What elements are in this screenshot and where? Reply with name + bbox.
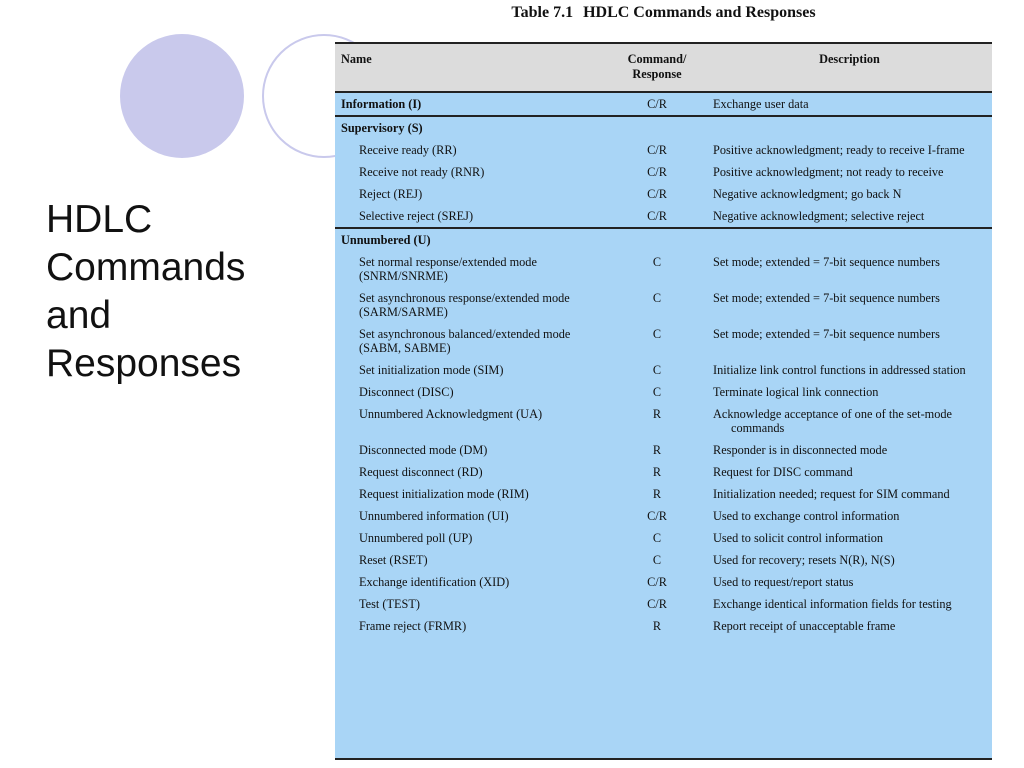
cell-description xyxy=(707,483,992,505)
table-row xyxy=(335,439,992,461)
cell-command-response: C xyxy=(652,327,662,341)
cell-description xyxy=(707,439,992,461)
slide-title-line: Responses xyxy=(46,342,242,385)
table-caption xyxy=(335,4,992,22)
header-description: Description xyxy=(819,52,880,66)
cell-description xyxy=(707,359,992,381)
cell-description xyxy=(707,139,992,161)
cell-name: Request disconnect (RD) xyxy=(359,465,483,479)
description-text: Responder is in disconnected mode xyxy=(713,443,888,457)
cell-command-response: C xyxy=(652,363,662,377)
cell-command-response: C/R xyxy=(647,143,667,157)
description-text: Used to request/report status xyxy=(713,575,854,589)
table-row xyxy=(335,359,992,381)
cell-name: Unnumbered poll (UP) xyxy=(359,531,473,545)
cell-name: Request initialization mode (RIM) xyxy=(359,487,529,501)
cell-description xyxy=(707,381,992,403)
description-text: Set mode; extended = 7-bit sequence numbers xyxy=(713,291,940,305)
table-row xyxy=(335,228,992,251)
cell-description xyxy=(707,161,992,183)
description-text: Used to exchange control information xyxy=(713,509,900,523)
description-text: Used to solicit control information xyxy=(713,531,884,545)
cell-command-response: R xyxy=(652,465,662,479)
table-row xyxy=(335,92,992,116)
description-text: Report receipt of unacceptable frame xyxy=(713,619,896,633)
cell-command-response: R xyxy=(652,407,662,421)
table-row xyxy=(335,615,992,637)
description-text: Set mode; extended = 7-bit sequence numbers xyxy=(713,255,940,269)
table-row xyxy=(335,287,992,323)
commands-table xyxy=(335,44,992,637)
cell-name: Supervisory (S) xyxy=(335,116,607,139)
description-text: Positive acknowledgment; ready to receive I-frame xyxy=(713,143,965,157)
cell-command-response: R xyxy=(652,619,662,633)
table-row xyxy=(335,505,992,527)
table-row xyxy=(335,139,992,161)
table-caption-text: HDLC Commands and Responses xyxy=(583,4,816,21)
header-command-response: Command/ Response xyxy=(627,52,687,81)
table-row xyxy=(335,323,992,359)
table-row xyxy=(335,403,992,439)
cell-name: Disconnected mode (DM) xyxy=(359,443,488,457)
cell-command-response: C xyxy=(652,255,662,269)
cell-command-response: C/R xyxy=(647,97,667,111)
cell-name: Information (I) xyxy=(341,97,422,111)
commands-table-container xyxy=(335,42,992,760)
description-text: Initialization needed; request for SIM command xyxy=(713,487,950,501)
cell-description xyxy=(707,323,992,359)
cell-command-response: C/R xyxy=(647,575,667,589)
cell-name: Reject (REJ) xyxy=(359,187,423,201)
cell-description xyxy=(707,251,992,287)
header-name: Name xyxy=(341,52,372,66)
description-text: Used for recovery; resets N(R), N(S) xyxy=(713,553,895,567)
cell-name: Set normal response/extended mode (SNRM/SNRME) xyxy=(359,255,537,283)
cell-description xyxy=(707,228,992,251)
description-text: Terminate logical link connection xyxy=(713,385,879,399)
cell-name: Receive not ready (RNR) xyxy=(359,165,485,179)
cell-name: Set asynchronous balanced/extended mode (SABM, SABME) xyxy=(359,327,571,355)
cell-command-response: R xyxy=(652,443,662,457)
cell-command-response: C xyxy=(652,385,662,399)
description-text: Exchange user data xyxy=(713,97,809,111)
table-row xyxy=(335,593,992,615)
slide-title-line: Commands xyxy=(46,246,246,289)
description-text: Exchange identical information fields for testing xyxy=(713,597,952,611)
cell-name: Frame reject (FRMR) xyxy=(359,619,467,633)
table-row xyxy=(335,571,992,593)
cell-command-response xyxy=(607,228,707,251)
table-row xyxy=(335,205,992,228)
decorative-filled-circle xyxy=(120,34,244,158)
table-row xyxy=(335,549,992,571)
cell-name: Selective reject (SREJ) xyxy=(359,209,474,223)
cell-command-response: C xyxy=(652,291,662,305)
cell-command-response: C/R xyxy=(647,165,667,179)
table-caption-number: Table 7.1 xyxy=(511,4,574,21)
table-row xyxy=(335,381,992,403)
cell-description xyxy=(707,615,992,637)
table-body xyxy=(335,92,992,637)
table-row xyxy=(335,183,992,205)
description-text: Request for DISC command xyxy=(713,465,853,479)
description-text: Set mode; extended = 7-bit sequence numbers xyxy=(713,327,940,341)
table-row xyxy=(335,116,992,139)
cell-description xyxy=(707,461,992,483)
cell-command-response: C/R xyxy=(647,187,667,201)
cell-description xyxy=(707,549,992,571)
cell-command-response xyxy=(607,116,707,139)
table-header xyxy=(335,44,992,92)
cell-name: Unnumbered Acknowledgment (UA) xyxy=(359,407,543,421)
description-text: Positive acknowledgment; not ready to receive xyxy=(713,165,944,179)
cell-description xyxy=(707,571,992,593)
cell-command-response: R xyxy=(652,487,662,501)
cell-description xyxy=(707,593,992,615)
table-row xyxy=(335,527,992,549)
table-header-row xyxy=(335,44,992,92)
cell-description xyxy=(707,527,992,549)
description-text: Negative acknowledgment; selective reject xyxy=(713,209,925,223)
cell-command-response: C xyxy=(652,553,662,567)
table-row xyxy=(335,461,992,483)
cell-name: Set asynchronous response/extended mode (SARM/SARME) xyxy=(359,291,570,319)
cell-description xyxy=(707,505,992,527)
cell-name: Receive ready (RR) xyxy=(359,143,457,157)
cell-name: Set initialization mode (SIM) xyxy=(359,363,504,377)
slide-title xyxy=(46,196,286,388)
cell-name: Reset (RSET) xyxy=(359,553,428,567)
cell-description xyxy=(707,205,992,228)
cell-description xyxy=(707,403,992,439)
description-text: Negative acknowledgment; go back N xyxy=(713,187,902,201)
cell-description xyxy=(707,116,992,139)
description-text: Initialize link control functions in addressed station xyxy=(713,363,966,377)
table-row xyxy=(335,483,992,505)
slide-title-line: HDLC xyxy=(46,198,153,241)
cell-description xyxy=(707,92,992,116)
description-text: Acknowledge acceptance of one of the set-mode commands xyxy=(713,407,952,435)
cell-name: Unnumbered information (UI) xyxy=(359,509,509,523)
cell-name: Unnumbered (U) xyxy=(335,228,607,251)
cell-name: Test (TEST) xyxy=(359,597,420,611)
cell-command-response: C/R xyxy=(647,509,667,523)
cell-name: Exchange identification (XID) xyxy=(359,575,510,589)
cell-name: Disconnect (DISC) xyxy=(359,385,454,399)
cell-command-response: C/R xyxy=(647,597,667,611)
table-row xyxy=(335,251,992,287)
slide-title-line: and xyxy=(46,294,112,337)
table-row xyxy=(335,161,992,183)
cell-command-response: C/R xyxy=(647,209,667,223)
cell-command-response: C xyxy=(652,531,662,545)
cell-description xyxy=(707,287,992,323)
cell-description xyxy=(707,183,992,205)
